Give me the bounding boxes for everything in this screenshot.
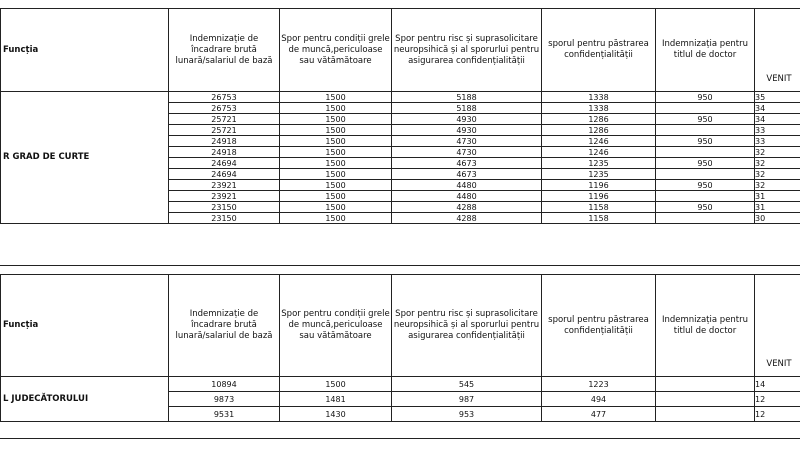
spor-conditii-cell: 1500 [280, 180, 392, 191]
table-header-row [1, 275, 800, 377]
spor-risc-cell: 4730 [392, 136, 542, 147]
bottom-rule [0, 438, 800, 439]
indemnizatia-doctor-cell: 950 [656, 180, 755, 191]
indemnizatia-doctor-cell [656, 377, 755, 392]
spor-risc-cell: 545 [392, 377, 542, 392]
spor-risc-cell: 4480 [392, 180, 542, 191]
indemnizatie-cell: 9531 [169, 407, 280, 422]
indemnizatie-cell: 25721 [169, 114, 280, 125]
header-spor-risc: Spor pentru risc și suprasolicitare neuropsihică și al sporurlui pentru asigurarea confidențialității [392, 9, 542, 92]
venit-cell: 34 [755, 103, 800, 114]
indemnizatie-cell: 26753 [169, 92, 280, 103]
venit-cell: 31 [755, 191, 800, 202]
spor-pastrare-cell: 1235 [542, 158, 656, 169]
indemnizatie-cell: 24694 [169, 158, 280, 169]
indemnizatia-doctor-cell: 950 [656, 158, 755, 169]
spor-pastrare-cell: 1196 [542, 180, 656, 191]
indemnizatie-cell: 24694 [169, 169, 280, 180]
spor-pastrare-cell: 1235 [542, 169, 656, 180]
spor-conditii-cell: 1500 [280, 213, 392, 224]
function-name: R GRAD DE CURTE [1, 92, 169, 224]
header-venit: VENIT [755, 275, 800, 377]
spor-risc-cell: 953 [392, 407, 542, 422]
header-spor-pastrare: sporul pentru păstrarea confidențialității [542, 9, 656, 92]
indemnizatia-doctor-cell: 950 [656, 136, 755, 147]
venit-cell: 32 [755, 147, 800, 158]
section-divider [0, 265, 800, 266]
indemnizatie-cell: 23150 [169, 202, 280, 213]
spor-risc-cell: 4930 [392, 125, 542, 136]
venit-cell: 34 [755, 114, 800, 125]
venit-cell: 30 [755, 213, 800, 224]
header-spor-risc: Spor pentru risc și suprasolicitare neuropsihică și al sporurlui pentru asigurarea confidențialității [392, 275, 542, 377]
indemnizatia-doctor-cell [656, 103, 755, 114]
spor-risc-cell: 4673 [392, 169, 542, 180]
venit-cell: 33 [755, 125, 800, 136]
indemnizatia-doctor-cell [656, 169, 755, 180]
spor-conditii-cell: 1500 [280, 191, 392, 202]
indemnizatia-doctor-cell: 950 [656, 92, 755, 103]
indemnizatie-cell: 10894 [169, 377, 280, 392]
indemnizatia-doctor-cell [656, 392, 755, 407]
venit-cell: 12 [755, 392, 800, 407]
indemnizatie-cell: 23921 [169, 180, 280, 191]
function-name: L JUDECĂTORULUI [1, 377, 169, 422]
indemnizatia-doctor-cell [656, 147, 755, 158]
spor-risc-cell: 4288 [392, 213, 542, 224]
venit-cell: 14 [755, 377, 800, 392]
spor-risc-cell: 4288 [392, 202, 542, 213]
spor-risc-cell: 987 [392, 392, 542, 407]
indemnizatia-doctor-cell: 950 [656, 114, 755, 125]
venit-cell: 12 [755, 407, 800, 422]
header-indemnizatie: Indemnizație de încadrare brută lunară/salariul de bază [169, 9, 280, 92]
venit-cell: 32 [755, 169, 800, 180]
header-spor-conditii: Spor pentru condiții grele de muncă,periculoase sau vătămătoare [280, 9, 392, 92]
spor-conditii-cell: 1500 [280, 103, 392, 114]
spor-conditii-cell: 1500 [280, 125, 392, 136]
spor-pastrare-cell: 1158 [542, 213, 656, 224]
spor-conditii-cell: 1500 [280, 147, 392, 158]
indemnizatie-cell: 23921 [169, 191, 280, 202]
indemnizatia-doctor-cell [656, 407, 755, 422]
header-indemnizatia-doctor: Indemnizația pentru titlul de doctor [656, 9, 755, 92]
header-indemnizatie: Indemnizație de încadrare brută lunară/salariul de bază [169, 275, 280, 377]
spor-risc-cell: 4480 [392, 191, 542, 202]
venit-cell: 33 [755, 136, 800, 147]
spor-pastrare-cell: 1246 [542, 136, 656, 147]
venit-cell: 32 [755, 180, 800, 191]
spor-pastrare-cell: 1338 [542, 92, 656, 103]
table-header-row [1, 9, 800, 92]
spor-conditii-cell: 1430 [280, 407, 392, 422]
spor-conditii-cell: 1500 [280, 114, 392, 125]
spor-risc-cell: 4730 [392, 147, 542, 158]
header-indemnizatia-doctor: Indemnizația pentru titlul de doctor [656, 275, 755, 377]
header-spor-conditii: Spor pentru condiții grele de muncă,periculoase sau vătămătoare [280, 275, 392, 377]
spor-risc-cell: 5188 [392, 103, 542, 114]
indemnizatia-doctor-cell [656, 125, 755, 136]
spor-pastrare-cell: 477 [542, 407, 656, 422]
spor-pastrare-cell: 1246 [542, 147, 656, 158]
spor-pastrare-cell: 1338 [542, 103, 656, 114]
header-functia: Funcția [1, 275, 169, 377]
table-row [1, 377, 800, 392]
spor-risc-cell: 4673 [392, 158, 542, 169]
spor-conditii-cell: 1481 [280, 392, 392, 407]
spor-conditii-cell: 1500 [280, 92, 392, 103]
spor-conditii-cell: 1500 [280, 169, 392, 180]
spor-pastrare-cell: 1286 [542, 114, 656, 125]
indemnizatia-doctor-cell: 950 [656, 202, 755, 213]
venit-cell: 31 [755, 202, 800, 213]
indemnizatie-cell: 25721 [169, 125, 280, 136]
spor-conditii-cell: 1500 [280, 158, 392, 169]
venit-cell: 35 [755, 92, 800, 103]
spor-conditii-cell: 1500 [280, 377, 392, 392]
indemnizatie-cell: 24918 [169, 147, 280, 158]
header-venit: VENIT [755, 9, 800, 92]
spor-pastrare-cell: 494 [542, 392, 656, 407]
header-spor-pastrare: sporul pentru păstrarea confidențialității [542, 275, 656, 377]
venit-cell: 32 [755, 158, 800, 169]
table-row [1, 92, 800, 103]
spor-risc-cell: 5188 [392, 92, 542, 103]
header-functia: Funcția [1, 9, 169, 92]
spor-conditii-cell: 1500 [280, 136, 392, 147]
spor-pastrare-cell: 1223 [542, 377, 656, 392]
indemnizatie-cell: 23150 [169, 213, 280, 224]
spor-pastrare-cell: 1286 [542, 125, 656, 136]
indemnizatie-cell: 9873 [169, 392, 280, 407]
spor-pastrare-cell: 1158 [542, 202, 656, 213]
indemnizatie-cell: 26753 [169, 103, 280, 114]
salary-table-curte [0, 8, 800, 224]
indemnizatia-doctor-cell [656, 191, 755, 202]
indemnizatie-cell: 24918 [169, 136, 280, 147]
indemnizatia-doctor-cell [656, 213, 755, 224]
salary-table-judecator [0, 274, 800, 422]
spor-pastrare-cell: 1196 [542, 191, 656, 202]
spor-risc-cell: 4930 [392, 114, 542, 125]
spor-conditii-cell: 1500 [280, 202, 392, 213]
